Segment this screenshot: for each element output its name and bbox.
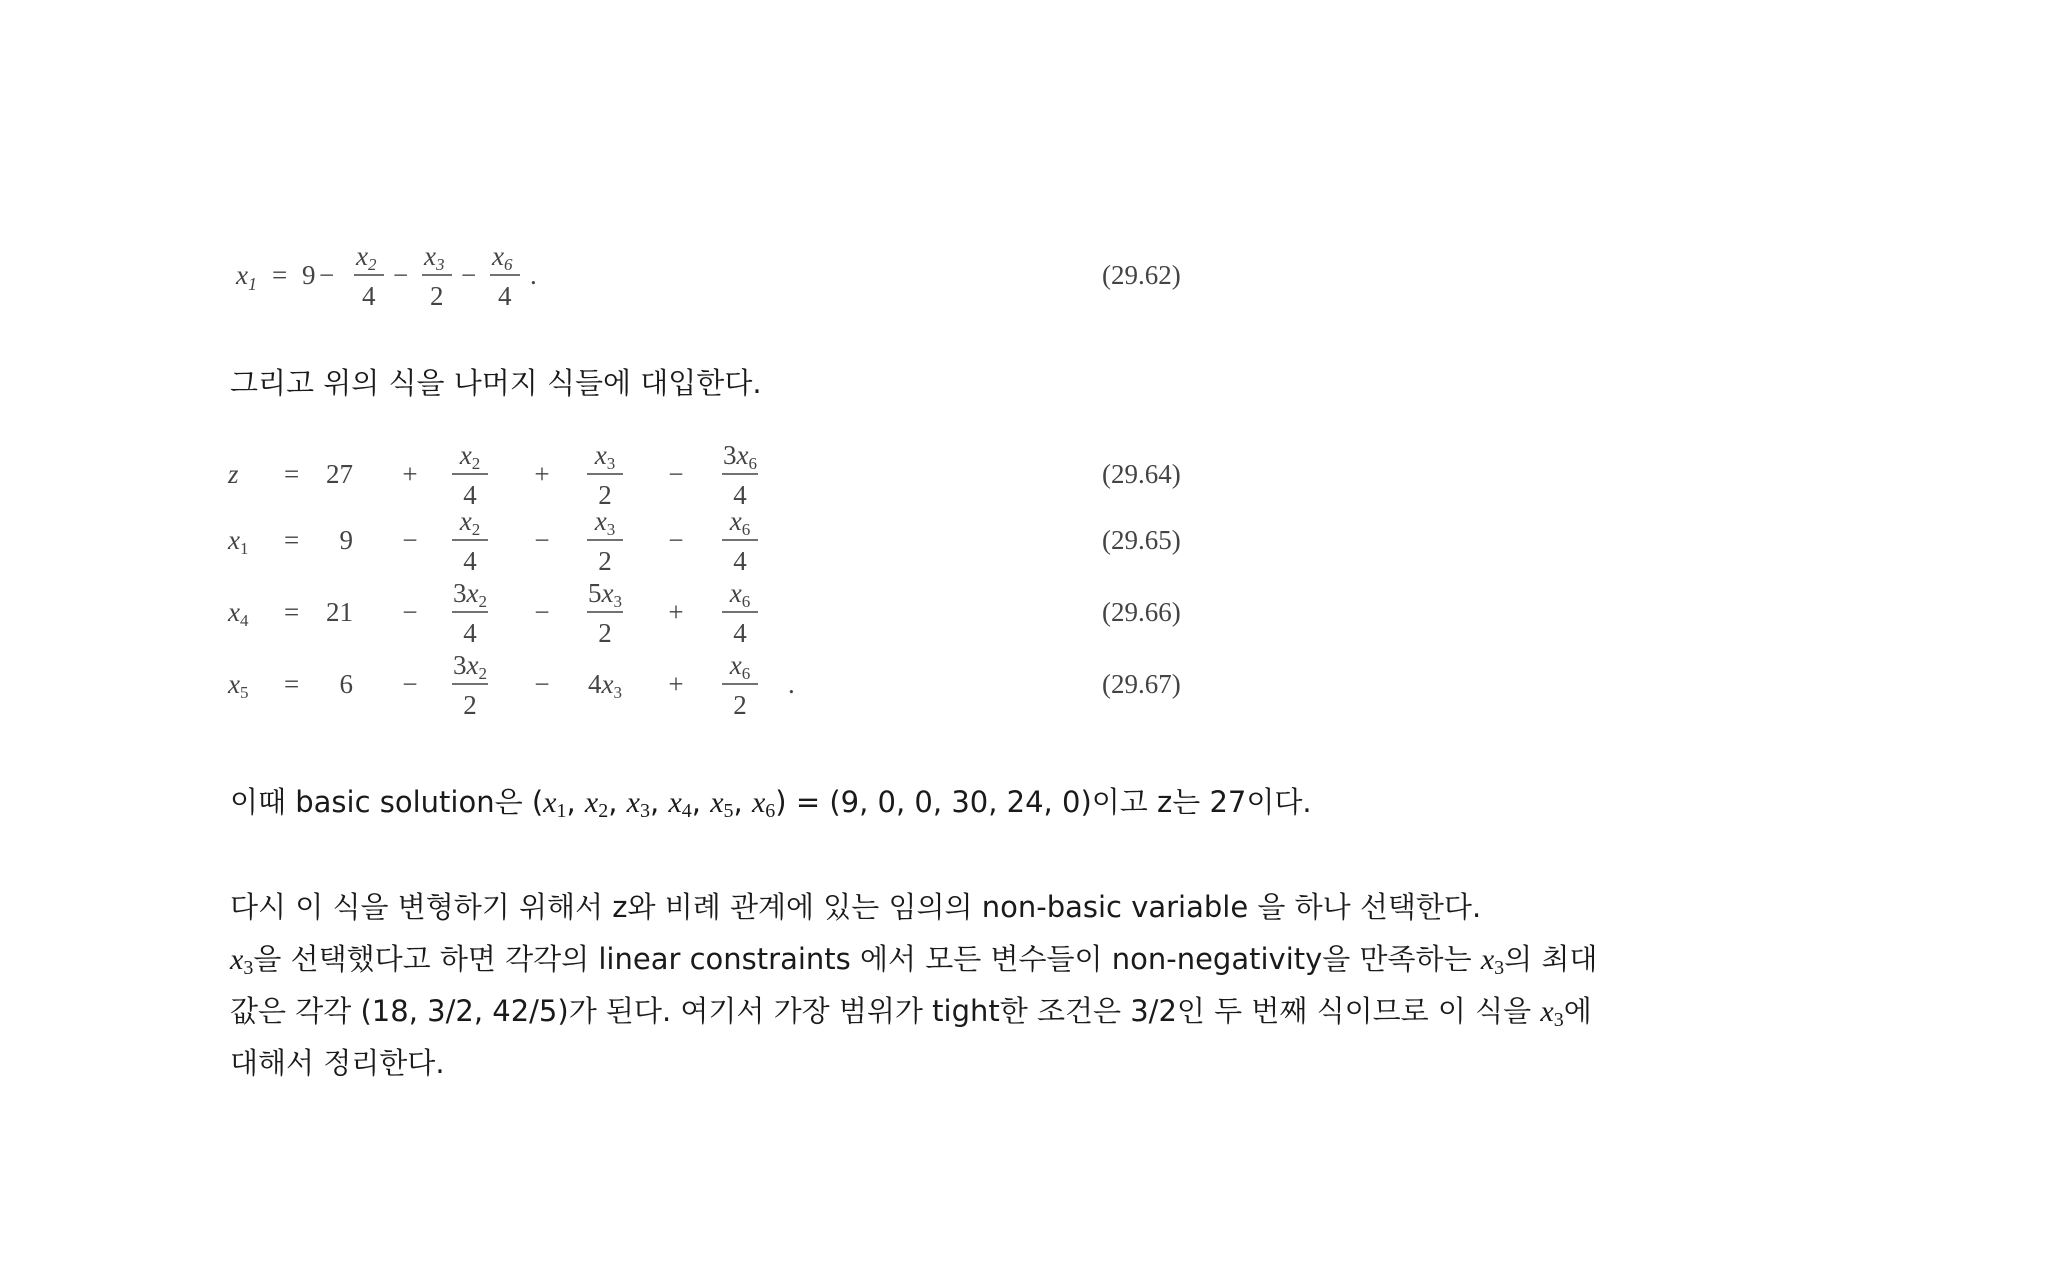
row4-term-c-den: 2 (733, 690, 747, 720)
row4-number: (29.67) (1102, 669, 1181, 699)
basic-solution-vars (543, 785, 776, 822)
eq62-frac2-num: x3 (424, 241, 445, 274)
basic-var-separator: , (566, 785, 585, 819)
row2-term-b-den: 2 (598, 546, 612, 576)
row2-equals: = (284, 525, 300, 555)
substitute-sentence: 그리고 위의 식을 나머지 식들에 대입한다. (230, 366, 762, 400)
row2-op3: − (668, 525, 684, 555)
row2-op1: − (402, 525, 418, 555)
row2-op2: − (534, 525, 550, 555)
basic-var-separator: , (691, 785, 711, 819)
eq62-number: (29.62) (1102, 260, 1181, 290)
eq62-const: 9 (302, 260, 316, 290)
row3-term-b-num: 5x3 (588, 578, 622, 611)
values-text: 값은 각각 (18, 3/2, 42/5)가 된다. 여기서 가장 범위가 tight한 조건은 3/2인 두 번째 식이므로 이 식을 (230, 994, 1541, 1028)
equation-29-62 (235, 241, 1181, 311)
row2-term-b-num: x3 (594, 506, 616, 539)
choose-variable: $x_3$ (230, 943, 254, 979)
row2-lhs: x1 (228, 525, 249, 558)
equation-system (227, 440, 1181, 720)
row2-term-a-den: 4 (463, 546, 477, 576)
basic-solution-line (230, 776, 1312, 837)
row3-lhs: x4 (228, 597, 249, 630)
eq62-frac1-num: x2 (356, 241, 377, 274)
row4-equals: = (284, 669, 300, 699)
row4-term-a-den: 2 (463, 690, 477, 720)
basic-var-separator: , (650, 785, 669, 819)
row1-term-a-num: x2 (459, 440, 481, 473)
choose-variable-2: $x_3$ (1480, 943, 1505, 979)
basic-solution-pre: 이때 basic solution은 ( (230, 785, 544, 819)
row2-number: (29.65) (1102, 525, 1181, 555)
row3-term-b-den: 2 (598, 618, 612, 648)
choose-mid-text: 을 선택했다고 하면 각각의 linear constraints 에서 모든 변수들이 non-negativity을 만족하는 (253, 942, 1481, 976)
eq62-frac3-den: 4 (498, 281, 512, 311)
eq62-equals: = (272, 260, 288, 290)
row3-term-a-den: 4 (463, 618, 477, 648)
eq62-minus-3: − (461, 260, 477, 290)
row1-constant: 27 (326, 459, 353, 489)
row3-op3: + (668, 597, 684, 627)
eq62-minus-1: − (319, 260, 335, 290)
last-line: 대해서 정리한다. (230, 1046, 445, 1080)
basic-var: $x_5$ (710, 786, 734, 822)
basic-var: $x_6$ (751, 786, 776, 822)
row3-op1: − (402, 597, 418, 627)
row1-term-b-num: x3 (594, 440, 616, 473)
eq62-period: . (530, 260, 537, 290)
row2-term-c-num: x6 (729, 506, 751, 539)
eq62-frac1-den: 4 (362, 281, 376, 311)
row4-period: . (788, 669, 795, 699)
row3-term-c-den: 4 (733, 618, 747, 648)
row2-term-a-num: x2 (459, 506, 481, 539)
row1-term-b-den: 2 (598, 480, 612, 510)
row1-term-a-den: 4 (463, 480, 477, 510)
row2-term-c-den: 4 (733, 546, 747, 576)
basic-var-separator: , (733, 785, 752, 819)
choose-end-text: 의 최대 (1504, 942, 1598, 976)
row4-op2: − (534, 669, 550, 699)
row4-term-a-num: 3x2 (453, 650, 487, 683)
row4-op3: + (668, 669, 684, 699)
again-sentence: 다시 이 식을 변형하기 위해서 z와 비례 관계에 있는 임의의 non-basic variable 을 하나 선택한다. (230, 890, 1482, 924)
row3-constant: 21 (326, 597, 353, 627)
basic-var-separator: , (608, 785, 627, 819)
row4-term-b: 4x3 (588, 669, 622, 702)
eq62-frac3-num: x6 (492, 241, 513, 274)
row1-number: (29.64) (1102, 459, 1181, 489)
row1-op3: − (668, 459, 684, 489)
row3-number: (29.66) (1102, 597, 1181, 627)
row1-equals: = (284, 459, 300, 489)
basic-var: $x_2$ (584, 786, 609, 822)
row1-lhs: z (228, 459, 239, 489)
row4-lhs: x5 (228, 669, 249, 702)
row3-term-c-num: x6 (729, 578, 751, 611)
row1-term-c-den: 4 (733, 480, 747, 510)
row4-constant: 6 (339, 669, 353, 699)
values-variable: $x_3$ (1540, 995, 1564, 1031)
row1-op1: + (402, 459, 418, 489)
row3-equals: = (284, 597, 300, 627)
eq62-lhs: $x_1$ (236, 260, 257, 294)
basic-var: $x_3$ (626, 786, 650, 822)
basic-solution-post: ) = (9, 0, 0, 30, 24, 0)이고 z는 27이다. (775, 785, 1312, 819)
row4-op1: − (402, 669, 418, 699)
row1-op2: + (534, 459, 550, 489)
row1-term-c-num: 3x6 (723, 440, 757, 473)
row2-constant: 9 (339, 525, 353, 555)
row3-op2: − (534, 597, 550, 627)
row4-term-c-num: x6 (729, 650, 751, 683)
eq62-minus-2: − (393, 260, 409, 290)
eq62-frac2-den: 2 (430, 281, 444, 311)
basic-var: $x_4$ (668, 786, 692, 822)
basic-var: $x_1$ (543, 786, 567, 822)
row3-term-a-num: 3x2 (453, 578, 487, 611)
values-end-text: 에 (1563, 994, 1592, 1028)
